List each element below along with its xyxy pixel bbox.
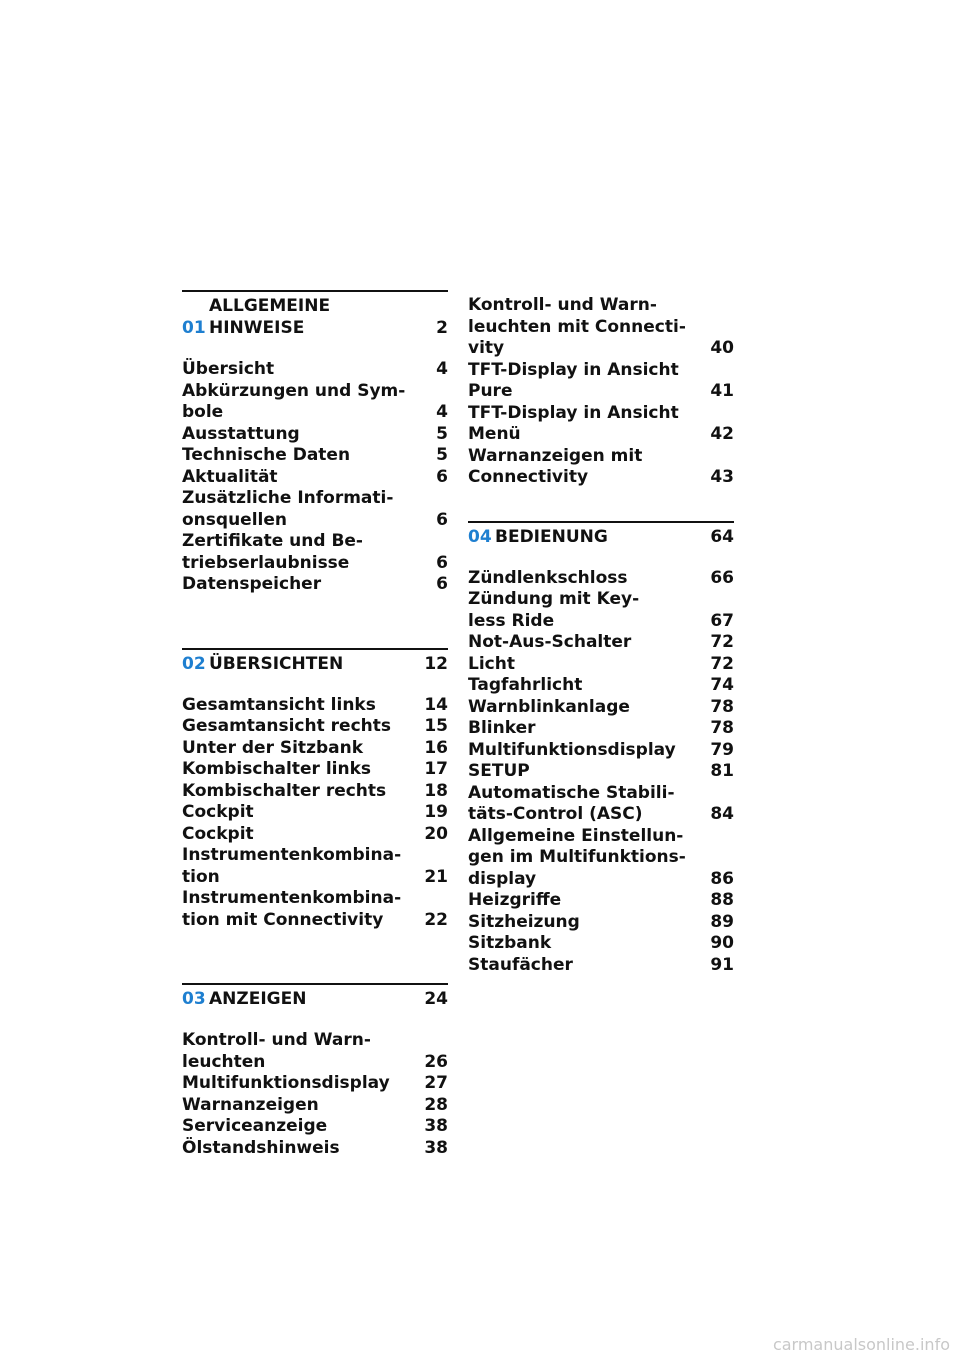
entry-page: 72 [710,632,734,652]
chapter-title: BEDIENUNG [495,526,608,547]
entry-title: Multifunktionsdisplay [182,1073,390,1093]
entry-title: Zündung mit Key- less Ride [468,589,640,631]
toc-column-left [182,290,448,1179]
toc-entry[interactable] [468,654,734,676]
toc-entry[interactable] [468,890,734,912]
toc-entry[interactable] [182,781,448,803]
toc-chapter-03-continued [468,295,734,489]
chapter-number: 01 [182,318,206,338]
entry-title: Unter der Sitzbank [182,737,364,758]
entry-title: Kombischalter links [182,759,372,779]
entry-page: 89 [710,911,734,932]
entry-page: 19 [424,802,448,822]
entry-page: 6 [436,552,448,573]
entry-title: Staufächer [468,954,573,975]
entry-page: 79 [710,739,734,760]
chapter-number: 02 [182,653,206,674]
entry-title: Multifunktionsdisplay [468,739,676,760]
toc-entry[interactable] [182,424,448,446]
chapter-number: 04 [468,526,492,547]
toc-entry[interactable] [468,955,734,977]
entry-title: Instrumentenkombina- tion [182,845,402,887]
toc-entry[interactable] [468,826,734,891]
entry-title: Kombischalter rechts [182,780,387,801]
entry-title: Zertifikate und Be- triebserlaubnisse [182,531,363,573]
entry-page: 90 [710,933,734,953]
toc-entry[interactable] [468,632,734,654]
entry-title: Licht [468,653,515,674]
chapter-heading[interactable] [182,988,448,1010]
toc-entry[interactable] [182,888,448,931]
entry-title: Heizgriffe [468,890,562,910]
chapter-title: ALLGEMEINE HINWEISE [209,296,331,338]
toc-entry[interactable] [468,675,734,697]
entry-title: Kontroll- und Warn- leuchten mit Connecti- vity [468,295,686,358]
entry-title: Sitzbank [468,933,552,953]
chapter-title: ÜBERSICHTEN [209,653,344,674]
entry-page: 5 [436,445,448,465]
entry-page: 74 [710,675,734,695]
entry-title: Serviceanzeige [182,1116,328,1136]
entry-page: 43 [710,467,734,487]
toc-column-right [468,290,734,996]
entry-title: Warnanzeigen [182,1094,319,1115]
toc-entry[interactable] [182,1116,448,1138]
toc-chapter-02 [182,648,448,932]
toc-chapter-04 [468,521,734,977]
entry-page: 16 [424,737,448,758]
toc-chapter-03 [182,983,448,1159]
entry-title: Gesamtansicht links [182,694,376,715]
entry-page: 78 [710,696,734,717]
toc-entry[interactable] [182,359,448,381]
entry-page: 4 [436,359,448,379]
entry-title: Zündlenkschloss [468,567,628,588]
entry-page: 41 [710,381,734,401]
toc-entry[interactable] [182,1095,448,1117]
chapter-page: 64 [710,526,734,547]
toc-entry[interactable] [182,759,448,781]
chapter-heading[interactable] [182,295,448,339]
entry-page: 5 [436,423,448,444]
toc-entry[interactable] [468,446,734,489]
chapter-page: 2 [436,318,448,338]
spacer [468,489,734,521]
entry-title: Blinker [468,718,536,738]
toc-entry[interactable] [182,716,448,738]
entry-page: 15 [424,716,448,736]
entry-title: Gesamtansicht rechts [182,716,391,736]
toc-entry[interactable] [468,589,734,632]
entry-title: Kontroll- und Warn- leuchten [182,1030,371,1072]
entry-title: Ausstattung [182,423,300,444]
entry-title: Ölstandshinweis [182,1137,340,1158]
entry-page: 81 [710,761,734,781]
toc-chapter-01 [182,290,448,596]
toc-entry[interactable] [182,488,448,531]
entry-title: SETUP [468,761,530,781]
entry-page: 72 [710,653,734,674]
entry-page: 26 [424,1051,448,1072]
entry-title: Automatische Stabili- täts-Control (ASC) [468,782,675,824]
toc-entry[interactable] [182,802,448,824]
entry-title: Abkürzungen und Sym- bole [182,380,406,422]
entry-page: 86 [710,868,734,889]
chapter-heading[interactable] [468,526,734,548]
entry-page: 78 [710,718,734,738]
entry-title: Instrumentenkombina- tion mit Connectivity [182,888,402,930]
toc-entry[interactable] [182,738,448,760]
entry-page: 18 [424,780,448,801]
toc-entry[interactable] [182,445,448,467]
entry-page: 27 [424,1073,448,1093]
spacer [182,616,448,648]
toc-entry[interactable] [182,531,448,574]
entry-page: 84 [710,804,734,824]
entry-title: TFT-Display in Ansicht Pure [468,359,679,401]
entry-page: 21 [424,866,448,887]
toc-entry[interactable] [468,912,734,934]
entry-page: 17 [424,759,448,779]
entry-title: Sitzheizung [468,911,580,932]
entry-page: 14 [424,694,448,715]
chapter-title: ANZEIGEN [209,989,307,1009]
entry-title: TFT-Display in Ansicht Menü [468,402,679,444]
toc-entry[interactable] [182,467,448,489]
entry-page: 6 [436,466,448,487]
entry-title: Aktualität [182,466,278,487]
toc-entry[interactable] [468,740,734,762]
toc-entry[interactable] [468,783,734,826]
entry-title: Cockpit [182,802,254,822]
toc-entry[interactable] [468,933,734,955]
entry-title: Cockpit [182,823,254,844]
entry-page: 66 [710,567,734,588]
entry-page: 40 [710,338,734,358]
toc-entry[interactable] [468,761,734,783]
toc-entry[interactable] [468,697,734,719]
entry-page: 42 [710,424,734,444]
toc-entry[interactable] [182,1138,448,1160]
entry-title: Übersicht [182,359,275,379]
toc-entry[interactable] [182,1030,448,1073]
chapter-page: 12 [424,653,448,674]
entry-page: 67 [710,610,734,631]
watermark-text: carmanualsonline.info [772,1335,950,1354]
entry-title: Zusätzliche Informati- onsquellen [182,488,394,530]
entry-title: Warnblinkanlage [468,696,630,717]
toc-entry[interactable] [182,381,448,424]
toc-entry[interactable] [182,824,448,846]
chapter-number: 03 [182,989,206,1009]
toc-entry[interactable] [468,568,734,590]
entry-page: 6 [436,574,448,594]
entry-page: 6 [436,509,448,530]
toc-entry[interactable] [468,295,734,360]
entry-title: Datenspeicher [182,574,322,594]
toc-entry[interactable] [468,718,734,740]
toc-entry[interactable] [182,695,448,717]
entry-title: Tagfahrlicht [468,675,583,695]
toc-entry[interactable] [182,574,448,596]
toc-entry[interactable] [468,360,734,403]
spacer [182,951,448,983]
entry-page: 20 [424,823,448,844]
chapter-heading[interactable] [182,653,448,675]
toc-entry[interactable] [468,403,734,446]
toc-entry[interactable] [182,845,448,888]
entry-page: 4 [436,402,448,422]
entry-title: Allgemeine Einstellun- gen im Multifunktions- display [468,825,686,889]
entry-page: 22 [424,909,448,930]
entry-title: Warnanzeigen mit Connectivity [468,445,643,487]
entry-page: 38 [424,1137,448,1158]
entry-title: Not-Aus-Schalter [468,632,632,652]
toc-entry[interactable] [182,1073,448,1095]
entry-page: 88 [710,890,734,910]
entry-page: 91 [710,954,734,975]
entry-page: 28 [424,1094,448,1115]
chapter-page: 24 [424,989,448,1009]
entry-page: 38 [424,1116,448,1136]
entry-title: Technische Daten [182,445,351,465]
